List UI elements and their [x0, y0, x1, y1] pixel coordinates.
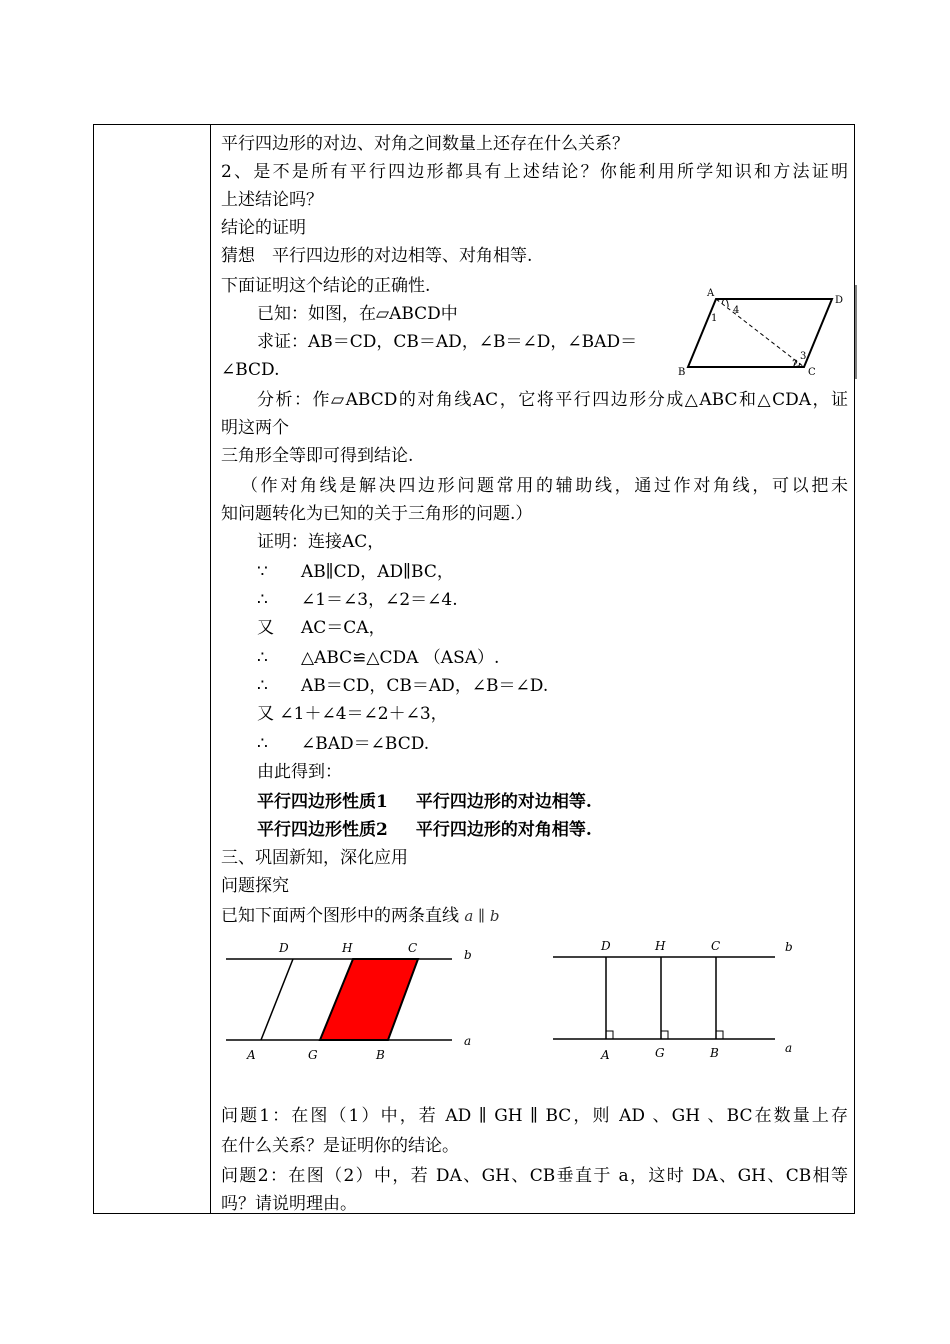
text-span: 已知下面两个图形中的两条直线 — [221, 906, 459, 926]
proof-step-text: △ABC≌△CDA （ASA）. — [301, 648, 500, 668]
proof-step — [257, 561, 454, 583]
text-line: 上述结论吗？ — [221, 190, 323, 210]
proof-step-text: ∠BAD＝∠BCD. — [301, 734, 430, 754]
note-line: （作对角线是解决四边形问题常用的辅助线，通过作对角线，可以把未 — [241, 476, 848, 496]
label-a-point: A — [601, 1048, 610, 1062]
question-1-line: 在什么关系？是证明你的结论。 — [221, 1136, 459, 1156]
section-heading: 三、巩固新知，深化应用 — [221, 848, 408, 868]
prove-line: 求证：AB＝CD，CB＝AD，∠B＝∠D，∠BAD＝ — [257, 332, 638, 352]
proof-step-text: AB∥CD，AD∥BC， — [301, 562, 454, 582]
angle-label-4: 4 — [733, 305, 740, 316]
label-b-point: B — [710, 1046, 719, 1060]
lesson-table — [93, 124, 855, 1214]
label-h: H — [342, 941, 353, 955]
vertex-label-d: D — [835, 295, 844, 306]
proof-step — [257, 589, 458, 611]
text-line: ∠BCD. — [221, 360, 280, 380]
right-angle-mark — [661, 1031, 668, 1039]
given-line: 已知：如图，在▱ABCD中 — [257, 304, 458, 324]
right-angle-mark — [716, 1031, 723, 1039]
diagonal-ac — [716, 299, 807, 367]
left-column-cell — [94, 125, 211, 1213]
proof-step — [257, 733, 429, 755]
proof-start-line: 证明：连接AC， — [257, 532, 385, 552]
property-2 — [257, 819, 592, 841]
therefore-symbol: ∴ — [257, 590, 268, 610]
right-angle-mark — [606, 1031, 613, 1039]
red-parallelogram — [320, 959, 418, 1040]
question-1-line: 问题1：在图（1）中，若 AD ∥ GH ∥ BC，则 AD 、GH 、BC在数量上存 — [221, 1106, 848, 1126]
proof-step-text: ∠1＝∠3，∠2＝∠4. — [301, 590, 458, 610]
label-b-point: B — [376, 1048, 385, 1062]
label-g: G — [308, 1048, 318, 1062]
label-d: D — [279, 941, 289, 955]
proof-step — [257, 647, 499, 669]
text-line: 三角形全等即可得到结论. — [221, 446, 414, 466]
proof-step — [257, 617, 386, 639]
figure-1-parallelograms — [220, 937, 482, 1075]
text-line: 下面证明这个结论的正确性. — [221, 276, 431, 296]
angle-label-1: 1 — [711, 313, 718, 324]
therefore-symbol: ∴ — [257, 734, 268, 754]
also-symbol: 又 — [257, 618, 274, 638]
vertex-label-b: B — [678, 367, 686, 378]
text-line: 明这两个 — [221, 418, 289, 438]
label-a-line: a — [785, 1041, 793, 1055]
analysis-line: 分析：作▱ABCD的对角线AC，它将平行四边形分成△ABC和△CDA，证 — [257, 390, 848, 410]
text-line — [221, 905, 499, 927]
text-line: 结论的证明 — [221, 218, 306, 238]
label-a-point: A — [247, 1048, 256, 1062]
text-line: 平行四边形的对边、对角之间数量上还存在什么关系？ — [221, 134, 629, 154]
text-line: 2、是不是所有平行四边形都具有上述结论？你能利用所学知识和方法证明 — [221, 162, 848, 182]
proof-step: 又 ∠1＋∠4＝∠2＋∠3， — [257, 704, 448, 724]
math-span: a ∥ b — [464, 907, 500, 925]
proof-step — [257, 675, 548, 697]
because-symbol: ∵ — [257, 562, 268, 582]
property-name: 平行四边形性质2 — [257, 820, 388, 840]
vertex-label-c: C — [808, 367, 816, 378]
therefore-symbol: ∴ — [257, 676, 268, 696]
question-2-line: 吗？请说明理由。 — [221, 1194, 357, 1214]
question-2-line: 问题2：在图（2）中，若 DA、GH、CB垂直于 a，这时 DA、GH、CB相等 — [221, 1166, 848, 1186]
text-line: 由此得到： — [257, 762, 342, 782]
therefore-symbol: ∴ — [257, 648, 268, 668]
property-text: 平行四边形的对边相等. — [415, 792, 592, 812]
parallelogram-figure — [674, 285, 857, 379]
figure-2-perpendiculars — [549, 937, 811, 1075]
angle-label-3: 3 — [800, 351, 807, 362]
property-name: 平行四边形性质1 — [257, 792, 388, 812]
proof-step-text: AC＝CA， — [301, 618, 386, 638]
conjecture-line: 猜想 平行四边形的对边相等、对角相等. — [221, 246, 533, 266]
property-text: 平行四边形的对角相等. — [415, 820, 592, 840]
angle-label-2: 2 — [792, 359, 799, 370]
label-a-line: a — [464, 1034, 472, 1048]
label-h: H — [655, 939, 666, 953]
segment-ad — [261, 959, 293, 1040]
label-b-line: b — [464, 948, 472, 962]
vertex-label-a: A — [707, 288, 715, 299]
parallelogram-shape — [688, 299, 832, 367]
label-c: C — [711, 939, 721, 953]
label-d: D — [601, 939, 611, 953]
label-c: C — [408, 941, 418, 955]
label-b-line: b — [785, 940, 793, 954]
proof-step-text: AB＝CD，CB＝AD，∠B＝∠D. — [301, 676, 549, 696]
text-line: 问题探究 — [221, 876, 289, 896]
text-line: 知问题转化为已知的关于三角形的问题.） — [221, 504, 533, 524]
label-g: G — [655, 1046, 665, 1060]
property-1 — [257, 791, 592, 813]
